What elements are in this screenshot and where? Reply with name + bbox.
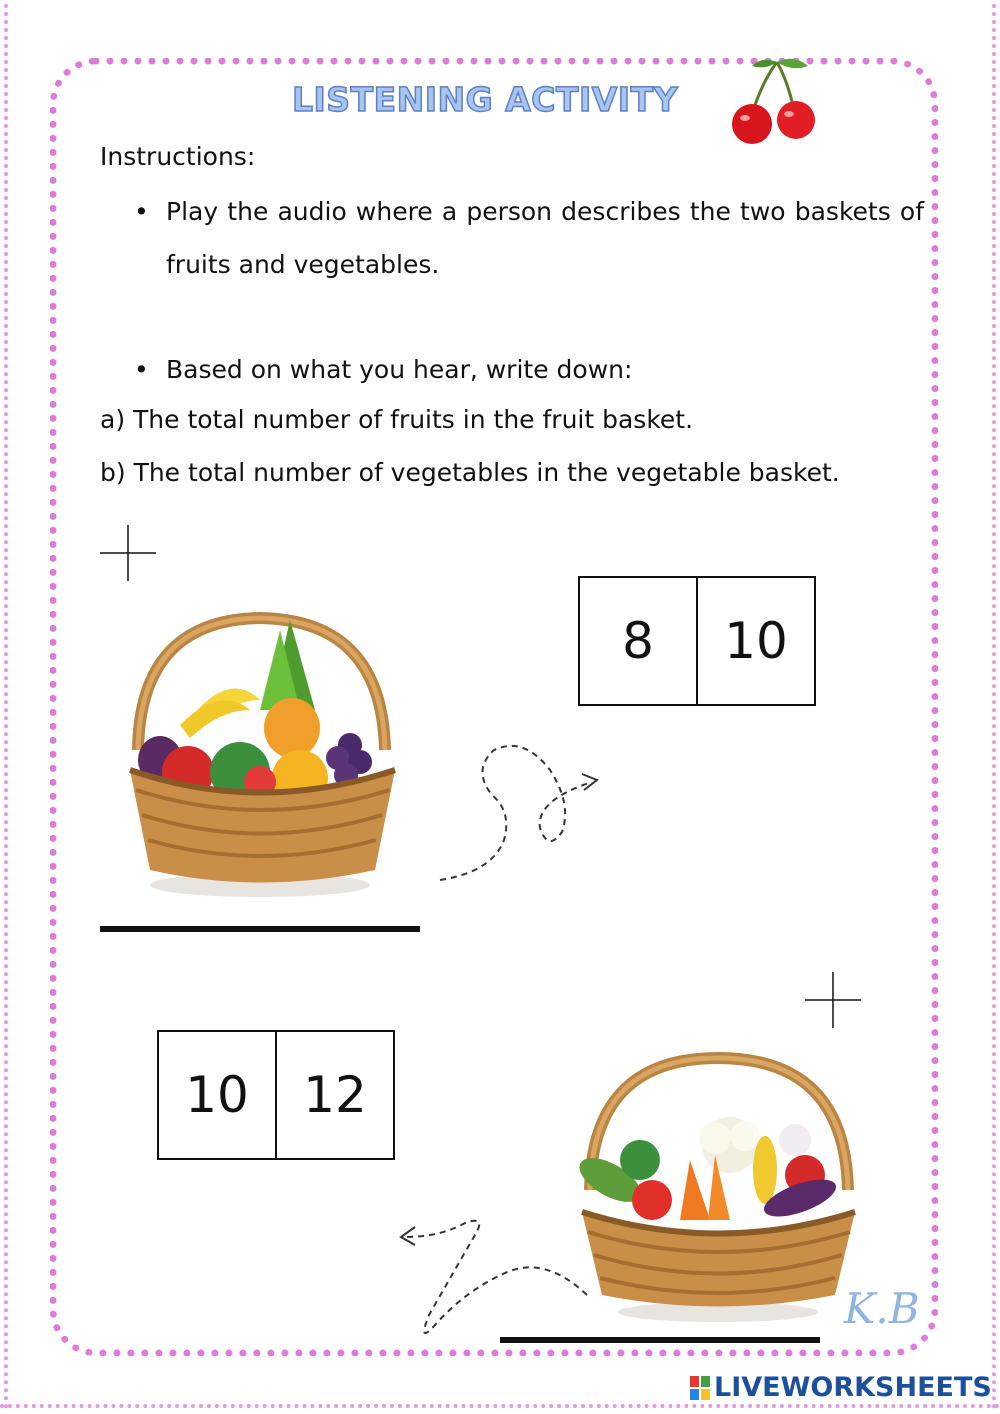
dashed-arrow-icon	[395, 1215, 595, 1347]
question-b: b) The total number of vegetables in the vegetable basket.	[100, 458, 840, 487]
fruit-option-10[interactable]: 10	[696, 578, 814, 704]
page-title: LISTENING ACTIVITY	[292, 80, 678, 119]
question-a: a) The total number of fruits in the fruit basket.	[100, 405, 694, 434]
fruit-option-8[interactable]: 8	[622, 612, 654, 670]
vegetable-answer-line[interactable]	[500, 1337, 820, 1343]
vegetable-option-10[interactable]: 10	[185, 1066, 249, 1124]
vegetable-option-12[interactable]: 12	[275, 1032, 393, 1158]
instruction-bullet-text: • Play the audio where a person describes the two baskets of fruits and vegetables.	[166, 197, 924, 279]
fruit-answer-line[interactable]	[100, 926, 420, 932]
fruit-basket-icon	[120, 600, 410, 900]
fruit-count-options	[578, 576, 816, 706]
page-bottom-border	[0, 1404, 1000, 1408]
instruction-bullet-text: • Based on what you hear, write down:	[166, 355, 633, 384]
author-signature: K.B	[844, 1284, 920, 1333]
vegetable-count-options	[157, 1030, 395, 1160]
plus-icon	[100, 525, 158, 583]
plus-icon	[805, 972, 863, 1030]
liveworksheets-logo-icon	[690, 1376, 710, 1400]
instruction-bullet-write-down	[134, 343, 924, 396]
brand-logo[interactable]	[690, 1372, 992, 1403]
brand-name: LIVEWORKSHEETS	[714, 1372, 992, 1403]
instruction-bullet-play-audio	[134, 185, 924, 291]
cherries-icon	[722, 52, 822, 147]
instructions-heading: Instructions:	[100, 142, 256, 171]
vegetable-basket-icon	[570, 1050, 865, 1325]
dashed-arrow-icon	[432, 740, 607, 890]
